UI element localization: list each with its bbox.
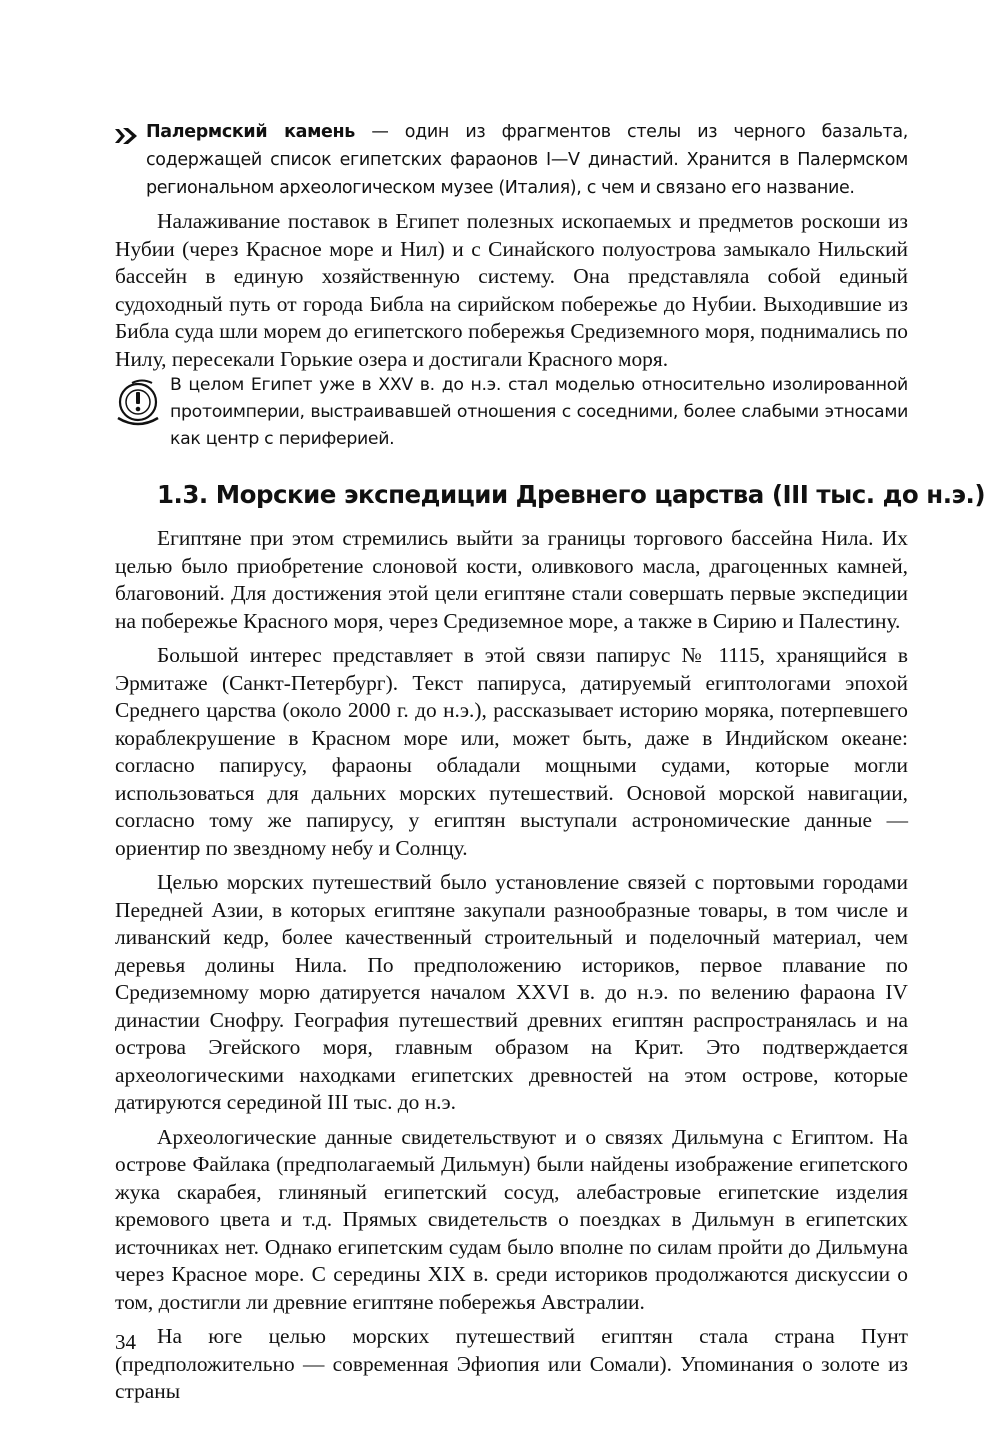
paragraph-3: Целью морских путешествий было установление связей с портовыми городами Передней Азии, в которых египтяне закупали разнообразные товары, в том числе и ливанский кедр, более качественный строительный и поделочный материал, чем деревья долины Нила. По предположению историков, первое плавание по Средиземному морю датируется началом XXVI в. до н.э. по велению фараона IV династии Снофру. География путешествий древних египтян распространялась и на острова Эгейского моря, главным образом на Крит. Это подтверждается археологическими находками египетских древностей на этом острове, которые датируются серединой III тыс. до н.э. [115, 870, 908, 1114]
summary-remark [112, 372, 912, 453]
paragraph-4: Археологические данные свидетельствуют и о связях Дильмуна с Египтом. На острове Файлака (предполагаемый Дильмун) были найдены изображение египетского жука скарабея, глиняный египетский сосуд, алебастровые египетские изделия кремового цвета и т.д. Прямых свидетельств о поездках в Дильмун в египетских источниках нет. Однако египетским судам было вполне по силам пройти до Дильмуна через Красное море. С середины XIX в. среди историков продолжаются дискуссии о том, достигли ли древние египтяне побережья Австралии. [115, 1124, 908, 1314]
paragraph-5: На юге целью морских путешествий египтян стала страна Пунт (предположительно — современная Эфиопия или Сомали). Упоминания о золоте из страны [115, 1324, 908, 1403]
remark-text: В целом Египет уже в XXV в. до н.э. стал моделью относительно изолированной протоимперии, выстраивавшей отношения с соседними, более слабыми этносами как центр с периферией. [170, 375, 908, 449]
intro-block [115, 208, 908, 373]
note-text [146, 118, 908, 202]
page-number: 34 [115, 1330, 136, 1354]
paragraph-1: Египтяне при этом стремились выйти за границы торгового бассейна Нила. Их целью было приобретение слоновой кости, оливкового масла, драгоценных камней, благовоний. Для достижения этой цели египтяне стали совершать первые экспедиции на побережье Красного моря, через Средиземное море, а также в Сирию и Палестину. [115, 526, 908, 633]
attention-icon [112, 378, 170, 430]
note-term: Палермский камень [146, 122, 356, 142]
arrow-bullet-icon [112, 124, 146, 148]
section-heading: 1.3. Морские экспедиции Древнего царства (III тыс. до н.э.) [157, 480, 986, 509]
intro-paragraph: Налаживание поставок в Египет полезных ископаемых и предметов роскоши из Нубии (через Красное море и Нил) и с Синайского полуострова замыкало Нильский бассейн в единую хозяйственную систему. Она представляла собой единый судоходный путь от города Библа на сирийском побережье до Нубии. Выходившие из Библа суда шли морем до египетского побережья Средиземного моря, поднимались по Нилу, пересекали Горькие озера и достигали Красного моря. [115, 209, 908, 371]
paragraph-2: Большой интерес представляет в этой связи папирус № 1115, хранящийся в Эрмитаже (Санкт-Петербург). Текст папируса, датируемый египтологами эпохой Среднего царства (около 2000 г. до н.э.), рассказывает историю моряка, потерпевшего кораблекрушение в Красном море или, может быть, даже в Индийском океане: согласно папирусу, фараоны обладали мощными судами, которые могли использоваться для дальних морских путешествий. Основой морской навигации, согласно тому же папирусу, у египтян выступали астрономические данные — ориентир по звездному небу и Солнцу. [115, 643, 908, 860]
note-body: — один из фрагментов стелы из черного базальта, содержащей список египетских фараонов I—V династий. Хранится в Палермском региональном археологическом музее (Италия), с чем и связано его название. [146, 122, 908, 198]
definition-note [112, 118, 912, 202]
section-body [115, 525, 908, 1406]
